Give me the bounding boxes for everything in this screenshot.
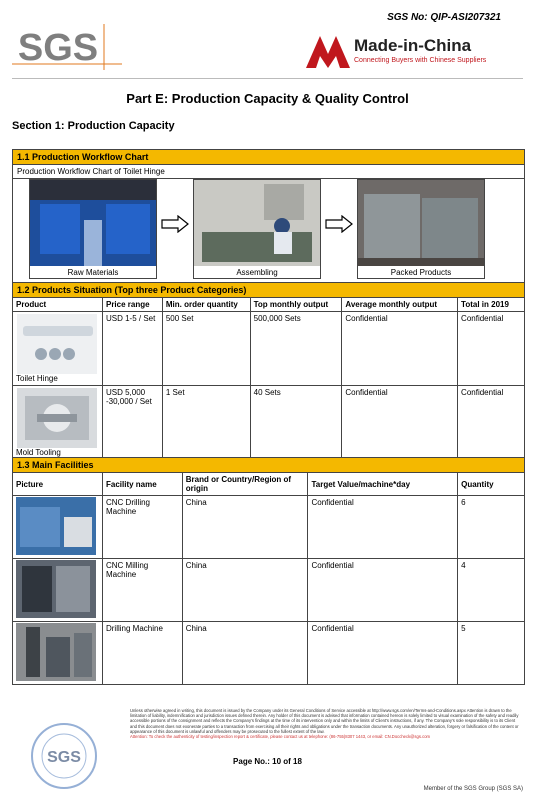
toilet-hinge-photo	[17, 314, 97, 374]
header-divider	[12, 78, 523, 79]
flow-arrow-icon	[321, 179, 357, 235]
disclaimer-text: Unless otherwise agreed in writing, this document is issued by the Company under its General Conditions of Service accessible at http://www.sgs.com/en/Terms-and-Conditions.aspx Attention is drawn to the limitation of liability, indemnification and jurisdiction issues defined therein. Any holder of this document is advised that information contained hereon is solely limited to visual examination of the safety and readily accessible portions of the consignment and reflects the Company's findings at the time of its intervention only and within the limits of Client's instructions, if any. The Company's sole responsibility is to its Client and this document does not exonerate parties to a transaction from exercising all their rights and obligations under the transaction documents. Any unauthorized alteration, forgery or falsification of the content or appearance of this document is unlawful and offenders may be prosecuted to the fullest extent of the law. Attention: To check the authenticity of testing/inspection report & certificate, please contact us at telephone: (86-755)8307 1443, or email: CN.Doccheck@sgs.com	[130, 708, 519, 740]
total-cell: Confidential	[458, 386, 525, 460]
workflow-subtitle: Production Workflow Chart of Toilet Hinge	[13, 165, 525, 179]
col-total: Total in 2019	[458, 298, 525, 312]
table-row	[13, 496, 525, 559]
facilities-heading: 1.3 Main Facilities	[13, 458, 525, 473]
member-note: Member of the SGS Group (SGS SA)	[423, 786, 523, 792]
quantity-cell: 4	[458, 559, 525, 622]
sgs-number: SGS No: QIP-ASI207321	[387, 12, 501, 23]
products-heading: 1.2 Products Situation (Top three Product Categories)	[13, 283, 525, 298]
table-row	[13, 386, 525, 460]
facility-name: CNC Milling Machine	[102, 559, 182, 622]
product-cell	[13, 312, 103, 386]
mic-emblem-icon	[306, 30, 350, 68]
col-product: Product	[13, 298, 103, 312]
packed-products-photo	[358, 180, 484, 266]
assembling-photo	[194, 180, 320, 266]
cnc-milling-photo	[16, 560, 96, 618]
col-moq: Min. order quantity	[162, 298, 250, 312]
price-cell: USD 1-5 / Set	[102, 312, 162, 386]
made-in-china-logo	[306, 30, 506, 70]
products-table	[12, 282, 525, 460]
total-cell: Confidential	[458, 312, 525, 386]
table-row	[13, 559, 525, 622]
picture-cell	[13, 559, 103, 622]
seal-text: SGS	[47, 749, 81, 766]
moq-cell: 1 Set	[162, 386, 250, 460]
col-target: Target Value/machine*day	[308, 473, 458, 496]
step-label-raw: Raw Materials	[67, 268, 119, 277]
table-row	[13, 622, 525, 685]
cnc-drilling-photo	[16, 497, 96, 555]
col-price: Price range	[102, 298, 162, 312]
col-picture: Picture	[13, 473, 103, 496]
table-row	[13, 312, 525, 386]
col-facility: Facility name	[102, 473, 182, 496]
target-cell: Confidential	[308, 496, 458, 559]
raw-materials-photo	[30, 180, 156, 266]
mic-tagline: Connecting Buyers with Chinese Suppliers	[354, 57, 487, 64]
brand-cell: China	[182, 622, 308, 685]
mold-tooling-photo	[17, 388, 97, 448]
section-title: Section 1: Production Capacity	[12, 120, 175, 132]
top-output-cell: 40 Sets	[250, 386, 342, 460]
facility-name: Drilling Machine	[102, 622, 182, 685]
col-top-output: Top monthly output	[250, 298, 342, 312]
workflow-step-assembling	[193, 179, 321, 279]
workflow-step-raw	[29, 179, 157, 279]
workflow-step-packed	[357, 179, 485, 279]
product-cell	[13, 386, 103, 460]
workflow-heading: 1.1 Production Workflow Chart	[13, 150, 525, 165]
product-name: Mold Tooling	[16, 448, 61, 457]
flow-arrow-icon	[157, 179, 193, 235]
sgs-logo-text: SGS	[17, 27, 99, 69]
workflow-flow	[13, 179, 525, 287]
step-label-assembling: Assembling	[236, 268, 278, 277]
col-brand: Brand or Country/Region of origin	[182, 473, 308, 496]
mic-name: Made-in-China	[354, 36, 472, 55]
page-number: Page No.: 10 of 18	[233, 757, 302, 766]
brand-cell: China	[182, 559, 308, 622]
authenticity-notice: Attention: To check the authenticity of testing/inspection report & certificate, please contact us at telephone: (86-755)8307 1443, or email: CN.Doccheck@sgs.com	[130, 734, 431, 740]
workflow-table	[12, 149, 525, 287]
avg-output-cell: Confidential	[342, 312, 458, 386]
quantity-cell: 5	[458, 622, 525, 685]
avg-output-cell: Confidential	[342, 386, 458, 460]
product-name: Toilet Hinge	[16, 374, 58, 383]
page-title: Part E: Production Capacity & Quality Control	[126, 91, 409, 106]
drilling-machine-photo	[16, 623, 96, 681]
target-cell: Confidential	[308, 622, 458, 685]
col-avg-output: Average monthly output	[342, 298, 458, 312]
facility-name: CNC Drilling Machine	[102, 496, 182, 559]
target-cell: Confidential	[308, 559, 458, 622]
step-label-packed: Packed Products	[390, 268, 452, 277]
sgs-logo	[12, 22, 122, 70]
col-quantity: Quantity	[458, 473, 525, 496]
picture-cell	[13, 496, 103, 559]
picture-cell	[13, 622, 103, 685]
quantity-cell: 6	[458, 496, 525, 559]
top-output-cell: 500,000 Sets	[250, 312, 342, 386]
moq-cell: 500 Set	[162, 312, 250, 386]
price-cell: USD 5,000 -30,000 / Set	[102, 386, 162, 460]
facilities-table	[12, 457, 525, 685]
brand-cell: China	[182, 496, 308, 559]
